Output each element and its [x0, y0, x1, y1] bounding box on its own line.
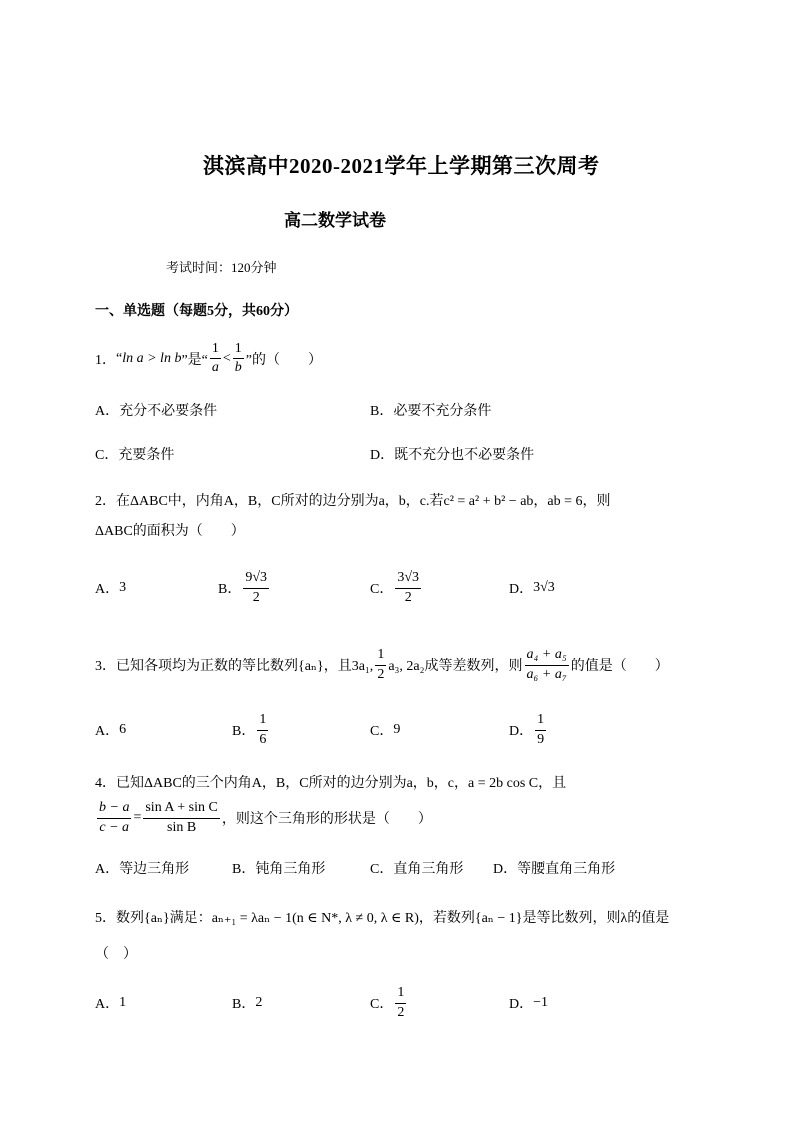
- option-label: D．: [509, 997, 534, 1012]
- q1-option-a: [95, 400, 217, 420]
- q5-option-c: [370, 985, 408, 1021]
- condition-ln: ln a > ln b: [122, 350, 182, 366]
- fraction-half: [375, 647, 386, 682]
- option-text: 钝角三角形: [255, 862, 326, 877]
- q2-option-d: [509, 570, 555, 606]
- stem-text: 的值是（ ）: [570, 659, 669, 674]
- option-label: B．: [232, 724, 256, 739]
- fraction-numerator: b − a: [97, 800, 131, 818]
- option-label: D．: [493, 862, 518, 877]
- fraction: [243, 570, 269, 605]
- q4-option-b: [232, 858, 325, 878]
- fraction-denominator: 2: [397, 1004, 405, 1020]
- fraction: [395, 985, 406, 1020]
- option-text: 直角三角形: [393, 862, 464, 877]
- option-label: C．: [370, 997, 394, 1012]
- question-3-stem: [95, 645, 669, 685]
- fraction-numerator: 1: [395, 985, 406, 1003]
- fraction-denominator: 6: [259, 731, 267, 747]
- option-label: C．: [370, 724, 394, 739]
- option-text: −1: [533, 995, 549, 1010]
- q1-option-b: [370, 400, 491, 420]
- fraction-numerator: 1: [210, 341, 221, 359]
- fraction-numerator: 3√3: [395, 570, 421, 588]
- option-label: A．: [95, 724, 120, 739]
- stem-text: 在ΔABC中，内角A，B，C所对的边分别为a，b，c.若c² = a² + b² − ab，ab = 6，则: [116, 494, 611, 509]
- q2-option-a: [95, 570, 126, 606]
- option-label: D．: [370, 448, 395, 463]
- quote-open: “: [116, 350, 123, 366]
- q5-option-d: [509, 985, 548, 1021]
- option-text: 3√3: [533, 580, 555, 595]
- option-label: B．: [370, 404, 394, 419]
- fraction-numerator: 1: [257, 712, 268, 730]
- fraction-denominator: a: [211, 360, 219, 376]
- fraction-numerator: 1: [535, 712, 546, 730]
- fraction-denominator: 2: [252, 589, 260, 605]
- option-text: 6: [119, 722, 127, 737]
- equals-sign: =: [133, 810, 142, 825]
- option-label: D．: [509, 724, 534, 739]
- option-text: 等腰直角三角形: [517, 862, 616, 877]
- question-5-stem-line1: [95, 907, 669, 927]
- stem-text: ，则这个三角形的形状是（ ）: [221, 812, 432, 827]
- q4-option-d: [493, 858, 615, 878]
- fraction-denominator: 2: [404, 589, 412, 605]
- fraction-numerator: 9√3: [243, 570, 269, 588]
- option-text: 1: [119, 995, 127, 1010]
- fraction-rhs: [143, 800, 219, 835]
- q5-option-b: [232, 985, 262, 1021]
- option-label: B．: [232, 997, 256, 1012]
- option-label: C．: [95, 448, 119, 463]
- option-label: A．: [95, 404, 120, 419]
- option-label: C．: [370, 862, 394, 877]
- exam-time: 考试时间：120分钟: [166, 260, 277, 275]
- stem-text: 数列{aₙ}满足：aₙ₊₁ = λaₙ − 1(n ∈ N*, λ ≠ 0, λ ∈ R)，若数列{aₙ − 1}是等比数列，则λ的值是: [116, 911, 670, 926]
- page-title: 淇滨高中2020-2021学年上学期第三次周考: [203, 154, 600, 178]
- option-label: B．: [232, 862, 256, 877]
- option-text: 必要不充分条件: [393, 404, 492, 419]
- fraction-one-over-a: [210, 341, 221, 376]
- fraction-numerator: 1: [233, 341, 244, 359]
- page-subtitle: 高二数学试卷: [284, 211, 386, 230]
- question-number: 5．: [95, 911, 116, 926]
- fraction-numerator: 1: [375, 647, 386, 665]
- section-heading: 一、单选题（每题5分，共60分）: [95, 304, 298, 319]
- option-text: 9: [393, 722, 401, 737]
- question-number: 1．: [95, 352, 116, 368]
- question-number: 2．: [95, 494, 116, 509]
- fraction-denominator: sin B: [167, 819, 197, 835]
- q1-option-c: [95, 444, 174, 464]
- question-4-stem-line2: [95, 798, 432, 838]
- fraction-lhs: [97, 800, 131, 835]
- q3-option-d: [509, 712, 548, 748]
- option-text: 3: [119, 580, 127, 595]
- q1-option-d: [370, 444, 534, 464]
- fraction: [535, 712, 546, 747]
- option-label: B．: [218, 582, 242, 597]
- question-1-stem: [95, 341, 322, 376]
- q2-option-c: [370, 570, 423, 606]
- option-text: 等边三角形: [119, 862, 190, 877]
- option-label: A．: [95, 997, 120, 1012]
- q2-option-b: [218, 570, 271, 606]
- fraction-numerator: sin A + sin C: [143, 800, 219, 818]
- option-text: 充分不必要条件: [119, 404, 218, 419]
- question-number: 3．: [95, 659, 116, 674]
- question-4-stem-line1: [95, 772, 566, 792]
- option-label: C．: [370, 582, 394, 597]
- q4-option-c: [370, 858, 463, 878]
- stem-suffix: ”的（ ）: [245, 352, 323, 368]
- fraction-one-over-b: [233, 341, 244, 376]
- option-text: 2: [255, 995, 263, 1010]
- fraction-numerator: a₄ + a₅: [525, 647, 569, 665]
- q4-option-a: [95, 858, 189, 878]
- less-than-sign: <: [222, 350, 231, 366]
- q3-option-b: [232, 712, 270, 748]
- option-label: A．: [95, 862, 120, 877]
- stem-text: 已知ΔABC的三个内角A，B，C所对的边分别为a，b，c，a = 2b cos C，且: [116, 776, 567, 791]
- q3-option-c: [370, 712, 400, 748]
- fraction-denominator: 9: [537, 731, 545, 747]
- fraction-denominator: b: [234, 360, 242, 376]
- fraction: [257, 712, 268, 747]
- fraction-denominator: a₆ + a₇: [526, 666, 567, 682]
- stem-mid: ”是“: [181, 352, 208, 368]
- option-text: 既不充分也不必要条件: [394, 448, 535, 463]
- fraction-ratio: [525, 647, 569, 682]
- option-label: D．: [509, 582, 534, 597]
- question-2-stem-line1: [95, 490, 611, 510]
- q5-option-a: [95, 985, 126, 1021]
- option-text: 充要条件: [118, 448, 175, 463]
- fraction: [395, 570, 421, 605]
- q3-option-a: [95, 712, 126, 748]
- fraction-denominator: c − a: [99, 819, 130, 835]
- option-label: A．: [95, 582, 120, 597]
- question-number: 4．: [95, 776, 116, 791]
- fraction-denominator: 2: [377, 666, 385, 682]
- question-2-stem-line2: ΔABC的面积为（ ）: [95, 524, 245, 539]
- question-5-stem-line2: （ ）: [95, 947, 137, 962]
- stem-text: 已知各项均为正数的等比数列{aₙ}，且3a₁,: [116, 659, 374, 674]
- stem-text: a₃, 2a₂成等差数列，则: [388, 659, 523, 674]
